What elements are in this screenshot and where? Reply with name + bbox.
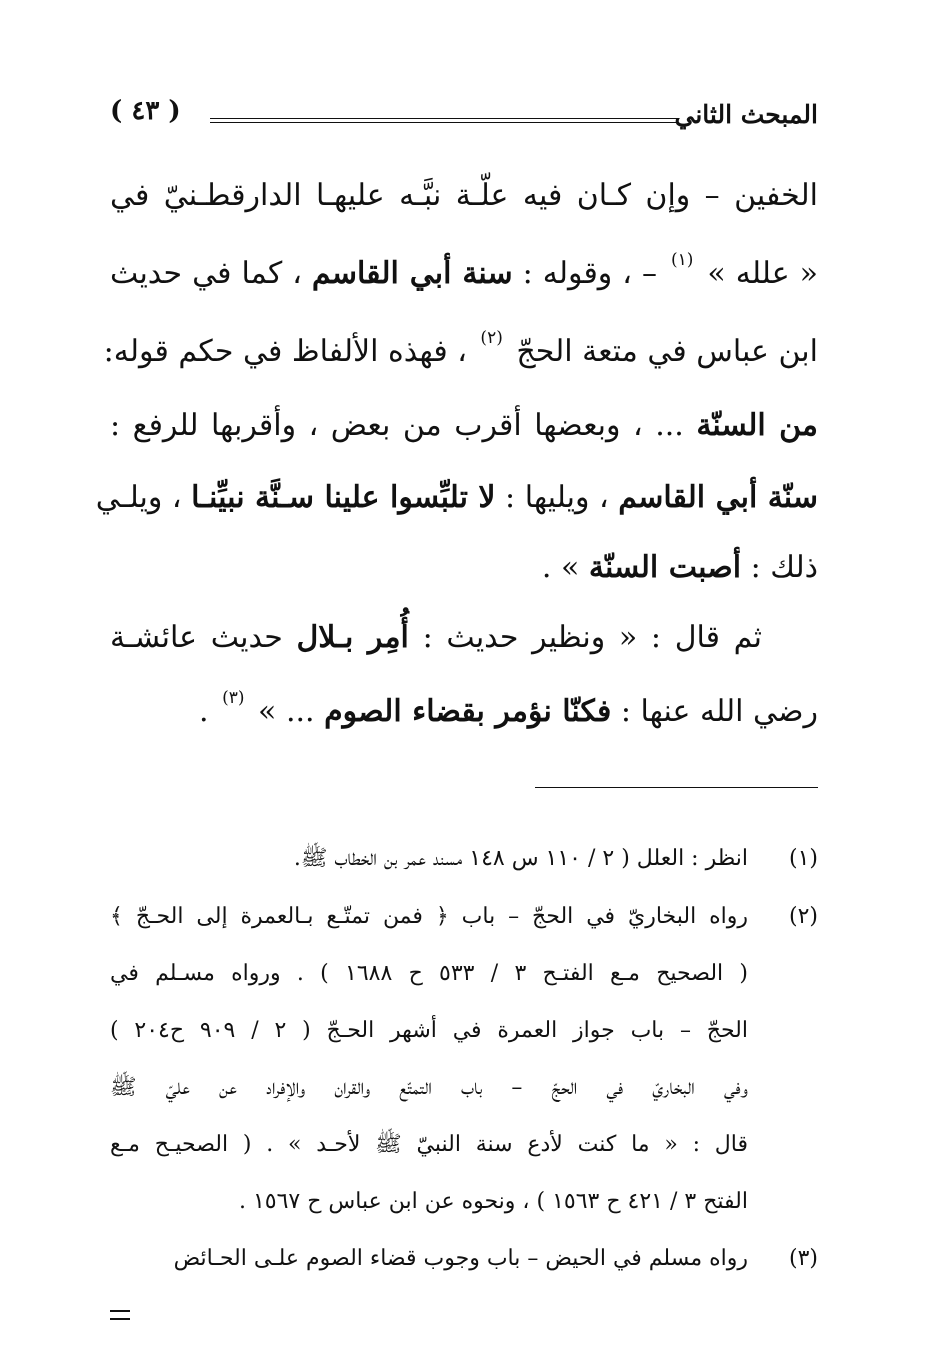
footnote-line: الحجّ – باب جواز العمرة في أشهر الحـجّ ( ٢ / ٩٠٩ ح٢٠٤ ) — [110, 1018, 749, 1043]
text-run: الخفين – وإن كـان فيه علّـة نبَّـه عليهـا الدارقطـنيّ في — [110, 178, 818, 213]
text-run: ، فهذه الألفاظ في حكم قوله: — [103, 334, 477, 369]
text-line — [110, 548, 818, 588]
bold-quote: من السنّة — [696, 408, 819, 443]
footnote-line: وفي البخاريّ في الحجّ – باب التمتّع والقران والإفراد عن عليّ ﷺ — [110, 1075, 748, 1100]
continuation-mark — [110, 1310, 130, 1320]
bold-quote: سنة أبي القاسم — [311, 256, 513, 291]
text-line — [110, 688, 818, 732]
bold-quote: أصبت السنّة — [588, 550, 742, 585]
text-run: . — [199, 694, 219, 729]
footnote-line: انظر : العلل ( ٢ / ١١٠ س ١٤٨ مسند عمر بن الخطاب ﷺ. — [293, 846, 748, 871]
footnote-separator — [535, 787, 818, 788]
text-run: – ، وقوله : — [512, 256, 667, 291]
footnote-number: (١) — [788, 846, 818, 871]
footnote-ref: (٣) — [222, 688, 245, 708]
text-line — [95, 478, 818, 518]
text-run: ... ، وبعضها أقرب من بعض ، وأقربها للرفع : — [110, 408, 697, 443]
text-run: حديث عائشـة — [110, 620, 297, 655]
text-run: « علله » — [697, 256, 818, 291]
footnote-line: الفتح ٣ / ٤٢١ ح ١٥٦٣ ) ، ونحوه عن ابن عباس ح ١٥٦٧ . — [238, 1189, 748, 1214]
footnote-number: (٣) — [788, 1246, 818, 1271]
footnote-line: قال : « ما كنت لأدع سنة النبيّ ﷺ لأحـد » . ( الصحيـح مـع — [110, 1132, 748, 1157]
page-number: ( ٤٣ ) — [110, 96, 181, 126]
text-run: » . — [541, 550, 589, 585]
text-run: رضي الله عنها : — [611, 694, 818, 729]
text-run: ثم قال : « ونظير حديث : — [408, 620, 762, 655]
text-line — [110, 618, 818, 658]
text-run: ، كما في حديث — [110, 256, 312, 291]
text-run: ابن عباس في متعة الحجّ — [506, 334, 818, 369]
footnote-line: ( الصحيح مـع الفتـح ٣ / ٥٣٣ ح ١٦٨٨ ) . ورواه مسـلم في — [110, 961, 749, 986]
footnote-ref: (١) — [670, 250, 694, 270]
text-line — [103, 328, 818, 372]
header-rule — [210, 118, 678, 123]
footnote-line: رواه مسلم في الحيض – باب وجوب قضاء الصوم علـى الحـائض — [173, 1246, 748, 1271]
footnote-number: (٢) — [788, 904, 818, 929]
text-run: ، ويليها : — [495, 480, 619, 515]
bold-quote: فكنّا نؤمر بقضاء الصوم — [324, 694, 612, 729]
footnote-line: رواه البخاريّ في الحجّ – باب ﴿ فمن تمتّـع بـالعمرة إلى الحـجّ ﴾ — [110, 904, 748, 929]
text-run: ، ويلـي — [95, 480, 192, 515]
footnote-ref: (٢) — [480, 328, 503, 348]
bold-quote: لا تلبِّسوا علينا سـنَّة نبيِّنـا — [191, 480, 496, 515]
text-line — [110, 176, 818, 216]
chapter-title: المبحث الثاني — [674, 100, 818, 129]
page-header — [110, 96, 818, 136]
text-run: ذلك : — [741, 550, 818, 585]
text-line — [110, 406, 818, 446]
bold-quote: أُمِر بـلال — [296, 620, 409, 655]
bold-quote: سنّة أبي القاسم — [618, 480, 818, 515]
text-line — [110, 250, 818, 294]
text-run: ... » — [248, 694, 325, 729]
